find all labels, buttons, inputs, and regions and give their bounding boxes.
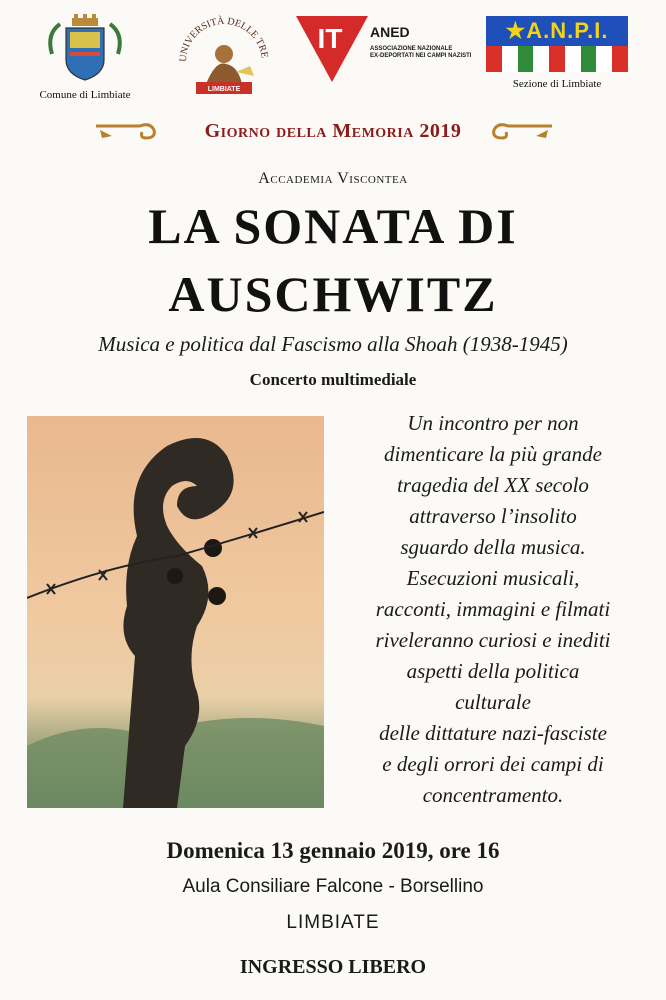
description-line: Esecuzioni musicali, [406, 566, 580, 590]
description-line: tragedia del XX secolo [397, 473, 589, 497]
aned-triangle-icon [296, 16, 368, 86]
description-line: Un incontro per non [407, 411, 579, 435]
aned-sub-line1: ASSOCIAZIONE NAZIONALE [370, 46, 453, 52]
description-line: e degli orrori dei campi di [382, 752, 604, 776]
anpi-caption: Sezione di Limbiate [512, 78, 602, 90]
description-line: culturale [455, 690, 531, 714]
description-line: racconti, immagini e filmati [375, 597, 611, 621]
accademia-label: Accademia Viscontea [258, 170, 408, 187]
coat-of-arms-icon [30, 14, 140, 84]
unitre-ring-text: UNIVERSITÀ DELLE TRE [177, 15, 270, 63]
aned-word: ANED [370, 24, 410, 40]
description-line: dimenticare la più grande [384, 442, 602, 466]
description-line: attraverso l’insolito [409, 504, 577, 528]
ingresso-libero: INGRESSO LIBERO [239, 956, 427, 978]
ornament-right-icon [490, 120, 554, 144]
star-icon: ★ [505, 18, 527, 43]
anpi-flag [486, 46, 628, 72]
description-line: riveleranno curiosi e inediti [375, 628, 611, 652]
comune-logo [30, 14, 140, 100]
anpi-logo [486, 16, 628, 98]
comune-caption: Comune di Limbiate [39, 89, 131, 101]
unitre-banner: LIMBIATE [207, 86, 241, 93]
unitre-logo [176, 14, 272, 98]
title-line2: AUSCHWITZ [168, 266, 498, 322]
description-line: concentramento. [422, 783, 564, 807]
memoria-title: Giorno della Memoria 2019 [204, 120, 462, 142]
description-line: delle dittature nazi-fasciste [379, 721, 607, 745]
aned-sub-line2: EX-DEPORTATI NEI CAMPI NAZISTI [370, 53, 472, 59]
aned-it-text: IT [317, 23, 343, 54]
concerto-label: Concerto multimediale [249, 370, 417, 389]
description-block [338, 408, 648, 811]
aned-logo [296, 16, 476, 86]
anpi-word: A.N.P.I. [526, 18, 609, 43]
event-city: LIMBIATE [286, 912, 380, 933]
description-line: sguardo della musica. [400, 535, 586, 559]
description-line: aspetti della politica [406, 659, 580, 683]
event-place: Aula Consiliare Falcone - Borsellino [182, 876, 484, 897]
subtitle: Musica e politica dal Fascismo alla Shoah (1938-1945) [98, 332, 568, 356]
unitre-emblem-icon [176, 14, 272, 98]
title-line1: LA SONATA DI [148, 198, 518, 254]
event-date: Domenica 13 gennaio 2019, ore 16 [166, 838, 500, 863]
violin-scroll-picture [27, 416, 324, 808]
anpi-box [486, 16, 628, 46]
